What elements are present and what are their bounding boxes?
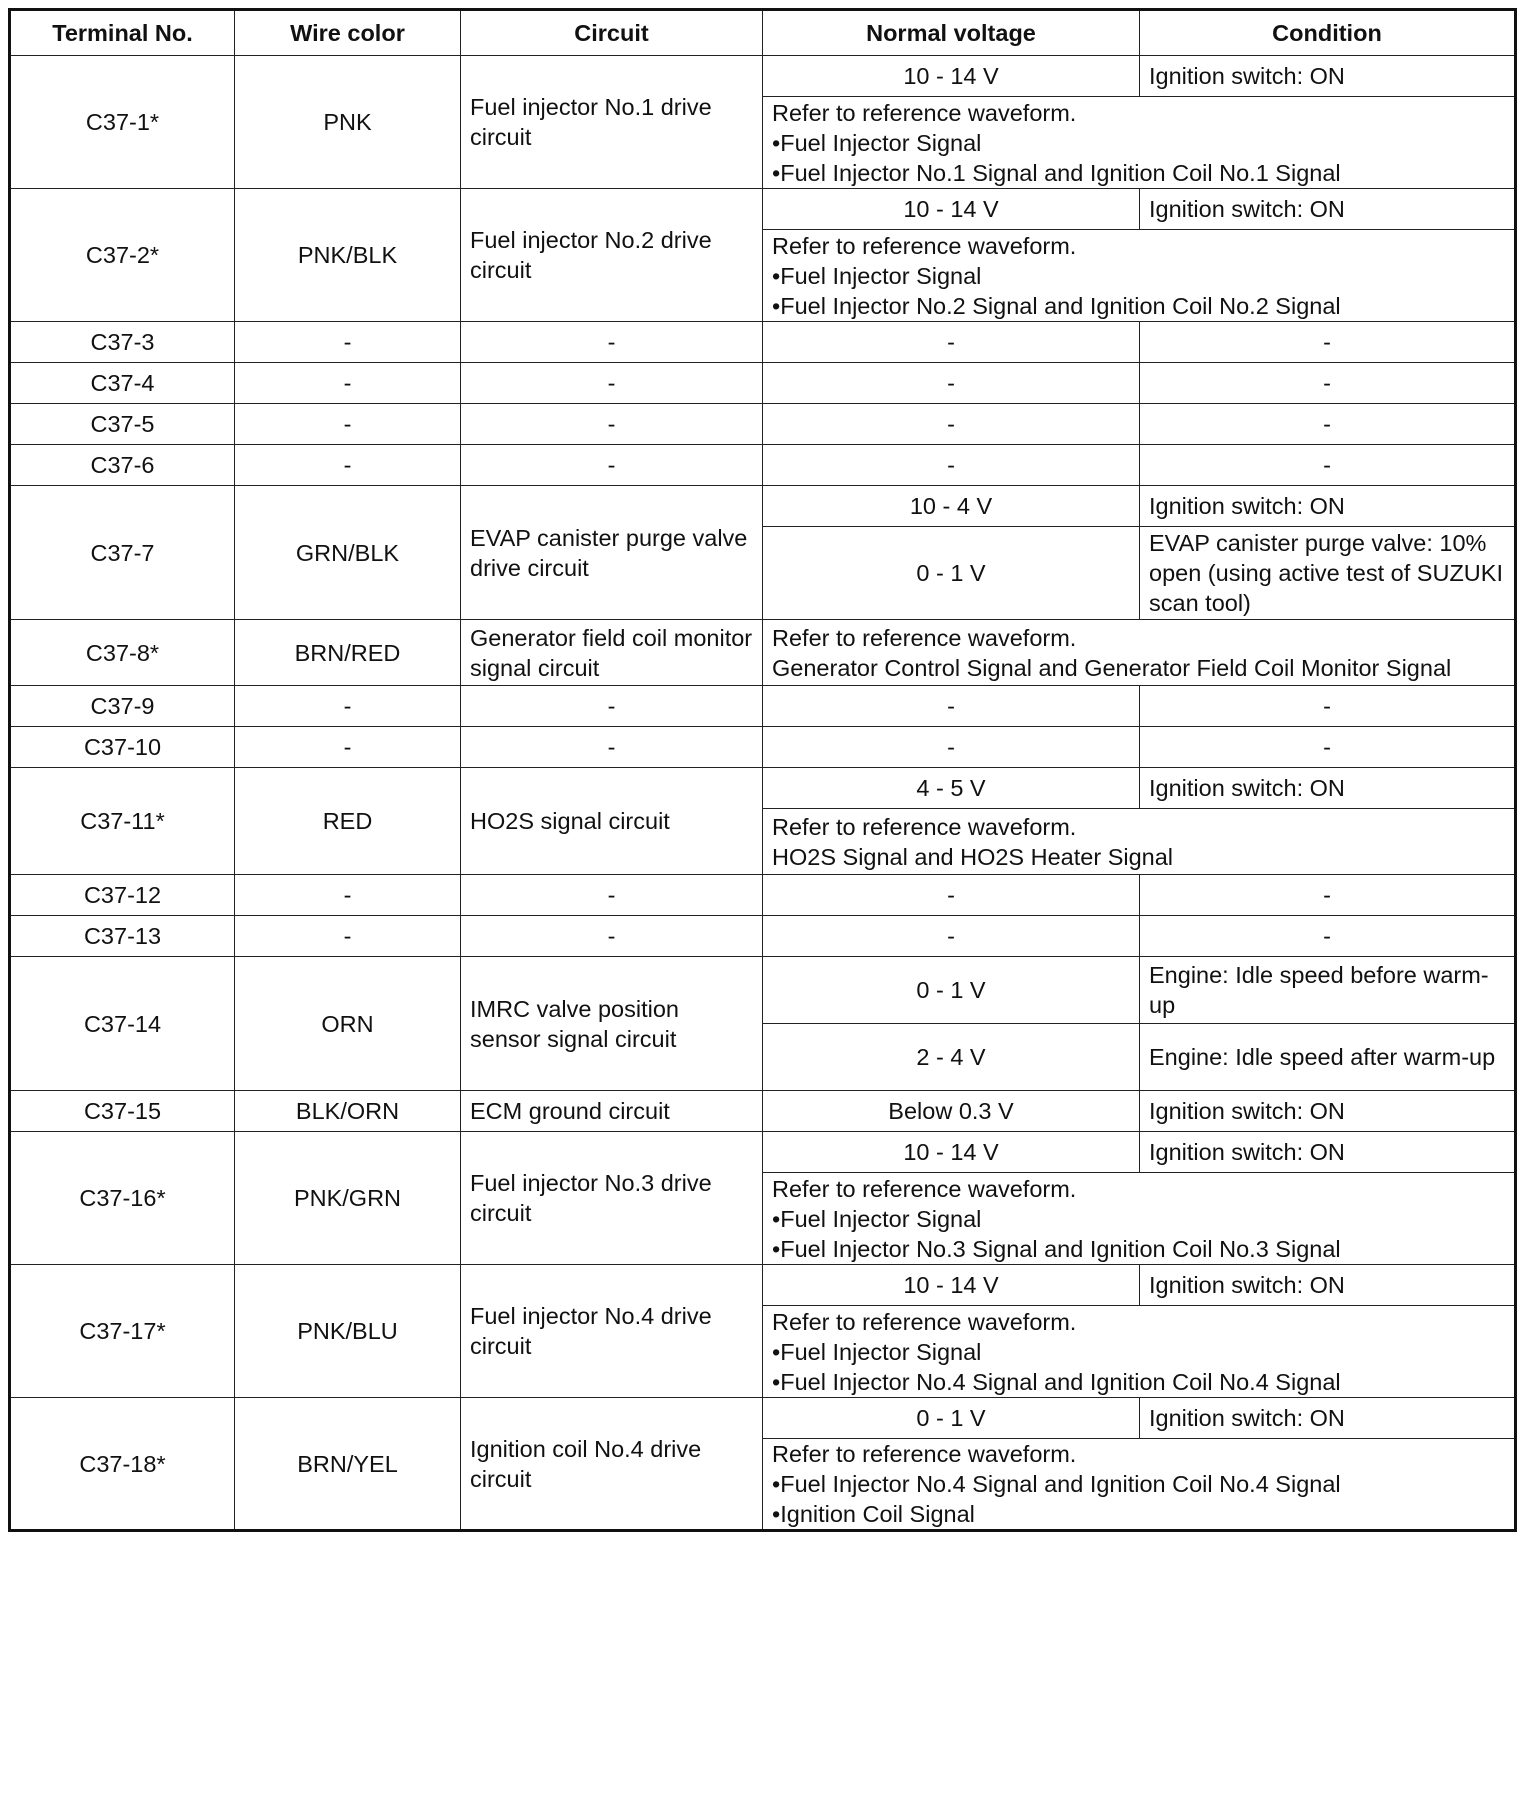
terminal-cell: C37-10 [10,727,235,768]
terminal-table [8,8,1517,1532]
table-row [10,189,1516,230]
circuit-cell: - [461,404,763,445]
normal-voltage-cell: - [763,445,1140,486]
waveform-note-cell: Refer to reference waveform. •Fuel Injector Signal •Fuel Injector No.4 Signal and Ignition Coil No.4 Signal [763,1306,1516,1398]
wire-color-cell: - [235,686,461,727]
table-row [10,686,1516,727]
wire-color-cell: - [235,727,461,768]
circuit-cell: IMRC valve position sensor signal circuit [461,957,763,1091]
normal-voltage-cell: 0 - 1 V [763,1398,1140,1439]
terminal-cell: C37-2* [10,189,235,322]
condition-cell: - [1140,445,1516,486]
condition-cell: Ignition switch: ON [1140,486,1516,527]
condition-cell: Engine: Idle speed after warm-up [1140,1024,1516,1091]
circuit-cell: - [461,322,763,363]
terminal-cell: C37-13 [10,916,235,957]
normal-voltage-cell: 10 - 14 V [763,56,1140,97]
table-row [10,768,1516,809]
condition-cell: EVAP canister purge valve: 10% open (using active test of SUZUKI scan tool) [1140,527,1516,620]
condition-cell: - [1140,916,1516,957]
header-normal-voltage: Normal voltage [763,10,1140,56]
normal-voltage-cell: 0 - 1 V [763,957,1140,1024]
circuit-cell: Fuel injector No.3 drive circuit [461,1132,763,1265]
header-row [10,10,1516,56]
table-row [10,56,1516,97]
table-row [10,620,1516,686]
wire-color-cell: GRN/BLK [235,486,461,620]
circuit-cell: EVAP canister purge valve drive circuit [461,486,763,620]
condition-cell: Engine: Idle speed before warm-up [1140,957,1516,1024]
waveform-note-cell: Refer to reference waveform. •Fuel Injector Signal •Fuel Injector No.2 Signal and Ignition Coil No.2 Signal [763,230,1516,322]
condition-cell: - [1140,322,1516,363]
normal-voltage-cell: - [763,875,1140,916]
condition-cell: Ignition switch: ON [1140,189,1516,230]
table-row [10,1091,1516,1132]
normal-voltage-cell: 2 - 4 V [763,1024,1140,1091]
header-wire-color: Wire color [235,10,461,56]
table-row [10,404,1516,445]
circuit-cell: HO2S signal circuit [461,768,763,875]
table-row [10,727,1516,768]
table-row [10,1265,1516,1306]
wire-color-cell: BRN/RED [235,620,461,686]
table-row [10,363,1516,404]
wire-color-cell: ORN [235,957,461,1091]
wire-color-cell: - [235,322,461,363]
circuit-cell: - [461,686,763,727]
circuit-cell: - [461,363,763,404]
header-condition: Condition [1140,10,1516,56]
waveform-note-cell: Refer to reference waveform. HO2S Signal and HO2S Heater Signal [763,809,1516,875]
table-row [10,957,1516,1024]
wire-color-cell: PNK/BLK [235,189,461,322]
header-circuit: Circuit [461,10,763,56]
wire-color-cell: - [235,916,461,957]
terminal-cell: C37-8* [10,620,235,686]
table-row [10,486,1516,527]
wire-color-cell: RED [235,768,461,875]
terminal-cell: C37-18* [10,1398,235,1531]
wire-color-cell: PNK [235,56,461,189]
header-terminal-no: Terminal No. [10,10,235,56]
circuit-cell: Ignition coil No.4 drive circuit [461,1398,763,1531]
wire-color-cell: PNK/GRN [235,1132,461,1265]
condition-cell: Ignition switch: ON [1140,1132,1516,1173]
normal-voltage-cell: - [763,322,1140,363]
normal-voltage-cell: 4 - 5 V [763,768,1140,809]
terminal-cell: C37-4 [10,363,235,404]
normal-voltage-cell: 10 - 14 V [763,189,1140,230]
table-row [10,1398,1516,1439]
condition-cell: - [1140,363,1516,404]
terminal-cell: C37-15 [10,1091,235,1132]
circuit-cell: Fuel injector No.1 drive circuit [461,56,763,189]
terminal-cell: C37-17* [10,1265,235,1398]
circuit-cell: Fuel injector No.4 drive circuit [461,1265,763,1398]
wire-color-cell: - [235,445,461,486]
normal-voltage-cell: - [763,727,1140,768]
wire-color-cell: - [235,875,461,916]
table-row [10,1132,1516,1173]
condition-cell: - [1140,727,1516,768]
wire-color-cell: - [235,363,461,404]
normal-voltage-cell: - [763,916,1140,957]
terminal-cell: C37-5 [10,404,235,445]
circuit-cell: - [461,727,763,768]
terminal-cell: C37-16* [10,1132,235,1265]
circuit-cell: - [461,875,763,916]
condition-cell: Ignition switch: ON [1140,1265,1516,1306]
table-row [10,445,1516,486]
normal-voltage-cell: - [763,686,1140,727]
wire-color-cell: PNK/BLU [235,1265,461,1398]
condition-cell: - [1140,875,1516,916]
circuit-cell: Generator field coil monitor signal circuit [461,620,763,686]
terminal-cell: C37-9 [10,686,235,727]
condition-cell: Ignition switch: ON [1140,56,1516,97]
table-body [10,56,1516,1531]
table-row [10,916,1516,957]
circuit-cell: - [461,445,763,486]
terminal-cell: C37-14 [10,957,235,1091]
condition-cell: Ignition switch: ON [1140,768,1516,809]
normal-voltage-cell: Below 0.3 V [763,1091,1140,1132]
condition-cell: - [1140,686,1516,727]
waveform-note-cell: Refer to reference waveform. •Fuel Injector Signal •Fuel Injector No.1 Signal and Ignition Coil No.1 Signal [763,97,1516,189]
waveform-note-cell: Refer to reference waveform. •Fuel Injector Signal •Fuel Injector No.3 Signal and Ignition Coil No.3 Signal [763,1173,1516,1265]
normal-voltage-cell: 10 - 14 V [763,1132,1140,1173]
terminal-cell: C37-1* [10,56,235,189]
terminal-cell: C37-6 [10,445,235,486]
wire-color-cell: BRN/YEL [235,1398,461,1531]
terminal-cell: C37-11* [10,768,235,875]
table-row [10,322,1516,363]
circuit-cell: ECM ground circuit [461,1091,763,1132]
table-row [10,875,1516,916]
condition-cell: Ignition switch: ON [1140,1091,1516,1132]
condition-cell: - [1140,404,1516,445]
condition-cell: Ignition switch: ON [1140,1398,1516,1439]
terminal-cell: C37-3 [10,322,235,363]
waveform-note-cell: Refer to reference waveform. •Fuel Injector No.4 Signal and Ignition Coil No.4 Signal •Ignition Coil Signal [763,1439,1516,1531]
normal-voltage-cell: 10 - 4 V [763,486,1140,527]
wire-color-cell: BLK/ORN [235,1091,461,1132]
circuit-cell: - [461,916,763,957]
terminal-cell: C37-7 [10,486,235,620]
normal-voltage-cell: - [763,404,1140,445]
waveform-note-cell: Refer to reference waveform. Generator Control Signal and Generator Field Coil Monitor Signal [763,620,1516,686]
terminal-cell: C37-12 [10,875,235,916]
normal-voltage-cell: 10 - 14 V [763,1265,1140,1306]
normal-voltage-cell: 0 - 1 V [763,527,1140,620]
wire-color-cell: - [235,404,461,445]
circuit-cell: Fuel injector No.2 drive circuit [461,189,763,322]
normal-voltage-cell: - [763,363,1140,404]
